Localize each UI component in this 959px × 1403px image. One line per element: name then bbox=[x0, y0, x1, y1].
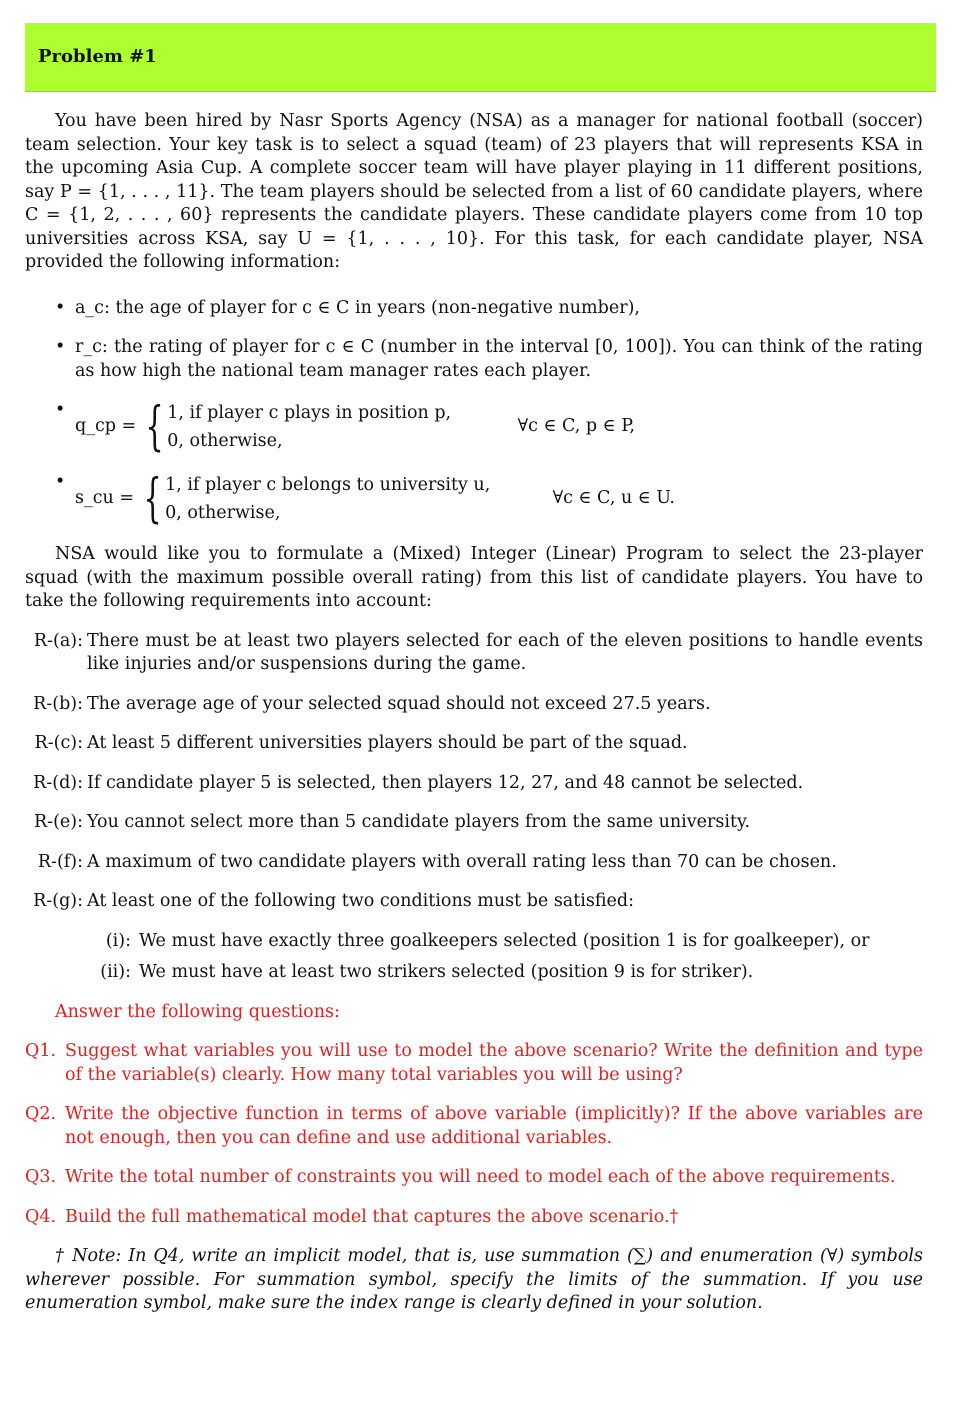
requirement-text: If candidate player 5 is selected, then players 12, 27, and 48 cannot be selected. bbox=[87, 772, 804, 793]
position-indicator-bullet bbox=[25, 399, 923, 455]
university-indicator-bullet bbox=[25, 471, 923, 527]
condition-text: We must have at least two strikers selected (position 9 is for striker). bbox=[139, 962, 754, 982]
s-forall: ∀c ∈ C, u ∈ U. bbox=[552, 488, 675, 509]
requirement-label: R-(f): bbox=[37, 851, 83, 872]
q-case-2: 0, otherwise, bbox=[167, 431, 283, 451]
question-text: Build the full mathematical model that captures the above scenario.† bbox=[65, 1206, 679, 1227]
requirement-label: R-(d): bbox=[33, 772, 83, 793]
formulation-paragraph: NSA would like you to formulate a (Mixed) Integer (Linear) Program to select the 23-player squad (with the maximum possible overall rating) from this list of candidate players. You have to take the following requirements into account: bbox=[25, 544, 923, 611]
requirement-a bbox=[25, 630, 923, 677]
left-brace-icon: { bbox=[143, 469, 162, 529]
question-4 bbox=[25, 1206, 923, 1230]
question-label: Q3. bbox=[25, 1167, 57, 1187]
left-brace-icon: { bbox=[145, 397, 164, 457]
intro-paragraph: You have been hired by Nasr Sports Agency (NSA) as a manager for national football (soccer) team selection. Your key task is to select a squad (team) of 23 players that will represents KSA in the upcoming Asia Cup. A complete soccer team will have player playing in 11 different positions, say P = {1, . . . , 11}. The team players should be selected from a list of 60 candidate players, where C = {1, 2, . . . , 60} represents the candidate players. These candidate players come from 10 top universities across KSA, say U = {1, . . . , 10}. For this task, for each candidate player, NSA provided the following information: bbox=[25, 111, 923, 272]
q-case-1: 1, if player c plays in position p, bbox=[167, 403, 452, 423]
q-forall: ∀c ∈ C, p ∈ P, bbox=[517, 416, 635, 437]
question-1 bbox=[25, 1040, 923, 1087]
requirement-label: R-(e): bbox=[34, 812, 83, 832]
requirement-text: At least one of the following two conditions must be satisfied: bbox=[87, 891, 634, 911]
requirement-d bbox=[25, 772, 923, 796]
requirement-text: A maximum of two candidate players with overall rating less than 70 can be chosen. bbox=[87, 851, 837, 872]
requirement-text: At least 5 different universities players should be part of the squad. bbox=[87, 733, 688, 753]
problem-banner bbox=[25, 23, 936, 92]
requirements-list bbox=[25, 630, 923, 985]
question-label: Q1. bbox=[25, 1041, 57, 1061]
requirement-label: R-(a): bbox=[33, 630, 83, 651]
condition-i bbox=[25, 930, 923, 954]
requirement-b bbox=[25, 693, 923, 717]
info-list bbox=[25, 297, 923, 528]
requirement-e bbox=[25, 811, 923, 835]
requirement-f bbox=[25, 851, 923, 875]
requirement-label: R-(g): bbox=[33, 891, 83, 911]
question-text: Suggest what variables you will use to model the above scenario? Write the definition and type of the variable(s) clearly. How many total variables you will be using? bbox=[65, 1041, 923, 1085]
s-case-1: 1, if player c belongs to university u, bbox=[165, 475, 491, 495]
age-bullet: • a_c: the age of player for c ∈ C in years (non-negative number), bbox=[25, 297, 923, 321]
questions-list bbox=[25, 1040, 923, 1229]
problem-body bbox=[25, 110, 923, 1316]
question-3 bbox=[25, 1166, 923, 1190]
condition-label: (i): bbox=[105, 930, 131, 951]
question-text: Write the total number of constraints you will need to model each of the above requirements. bbox=[65, 1167, 896, 1187]
s-lhs: • s_cu = bbox=[75, 488, 135, 509]
question-text: Write the objective function in terms of above variable (implicitly)? If the above variables are not enough, then you can define and use additional variables. bbox=[65, 1104, 923, 1148]
requirement-c bbox=[25, 732, 923, 756]
s-case-2: 0, otherwise, bbox=[165, 503, 281, 523]
question-label: Q2. bbox=[25, 1104, 57, 1124]
problem-title: Problem #1 bbox=[38, 46, 157, 67]
requirement-g bbox=[25, 890, 923, 914]
condition-ii bbox=[25, 961, 923, 985]
rating-bullet: • r_c: the rating of player for c ∈ C (number in the interval [0, 100]). You can think of the rating as how high the national team manager rates each player. bbox=[25, 336, 923, 383]
footnote: † Note: In Q4, write an implicit model, that is, use summation (∑) and enumeration (∀) symbols wherever possible. For summation symbol, specify the limits of the summation. If you use enumeration symbol, make sure the index range is clearly defined in your solution. bbox=[25, 1246, 923, 1313]
q-lhs: • q_cp = bbox=[75, 416, 137, 437]
condition-label: (ii): bbox=[100, 962, 131, 982]
requirement-text: You cannot select more than 5 candidate players from the same university. bbox=[87, 812, 751, 832]
question-2 bbox=[25, 1103, 923, 1150]
answer-heading: Answer the following questions: bbox=[55, 1001, 340, 1022]
requirement-text: The average age of your selected squad should not exceed 27.5 years. bbox=[87, 693, 711, 714]
requirement-label: R-(c): bbox=[34, 733, 83, 753]
requirement-text: There must be at least two players selected for each of the eleven positions to handle events like injuries and/or suspensions during the game. bbox=[87, 630, 923, 674]
question-label: Q4. bbox=[25, 1206, 57, 1227]
requirement-label: R-(b): bbox=[33, 693, 83, 714]
condition-text: We must have exactly three goalkeepers selected (position 1 is for goalkeeper), or bbox=[139, 930, 870, 951]
